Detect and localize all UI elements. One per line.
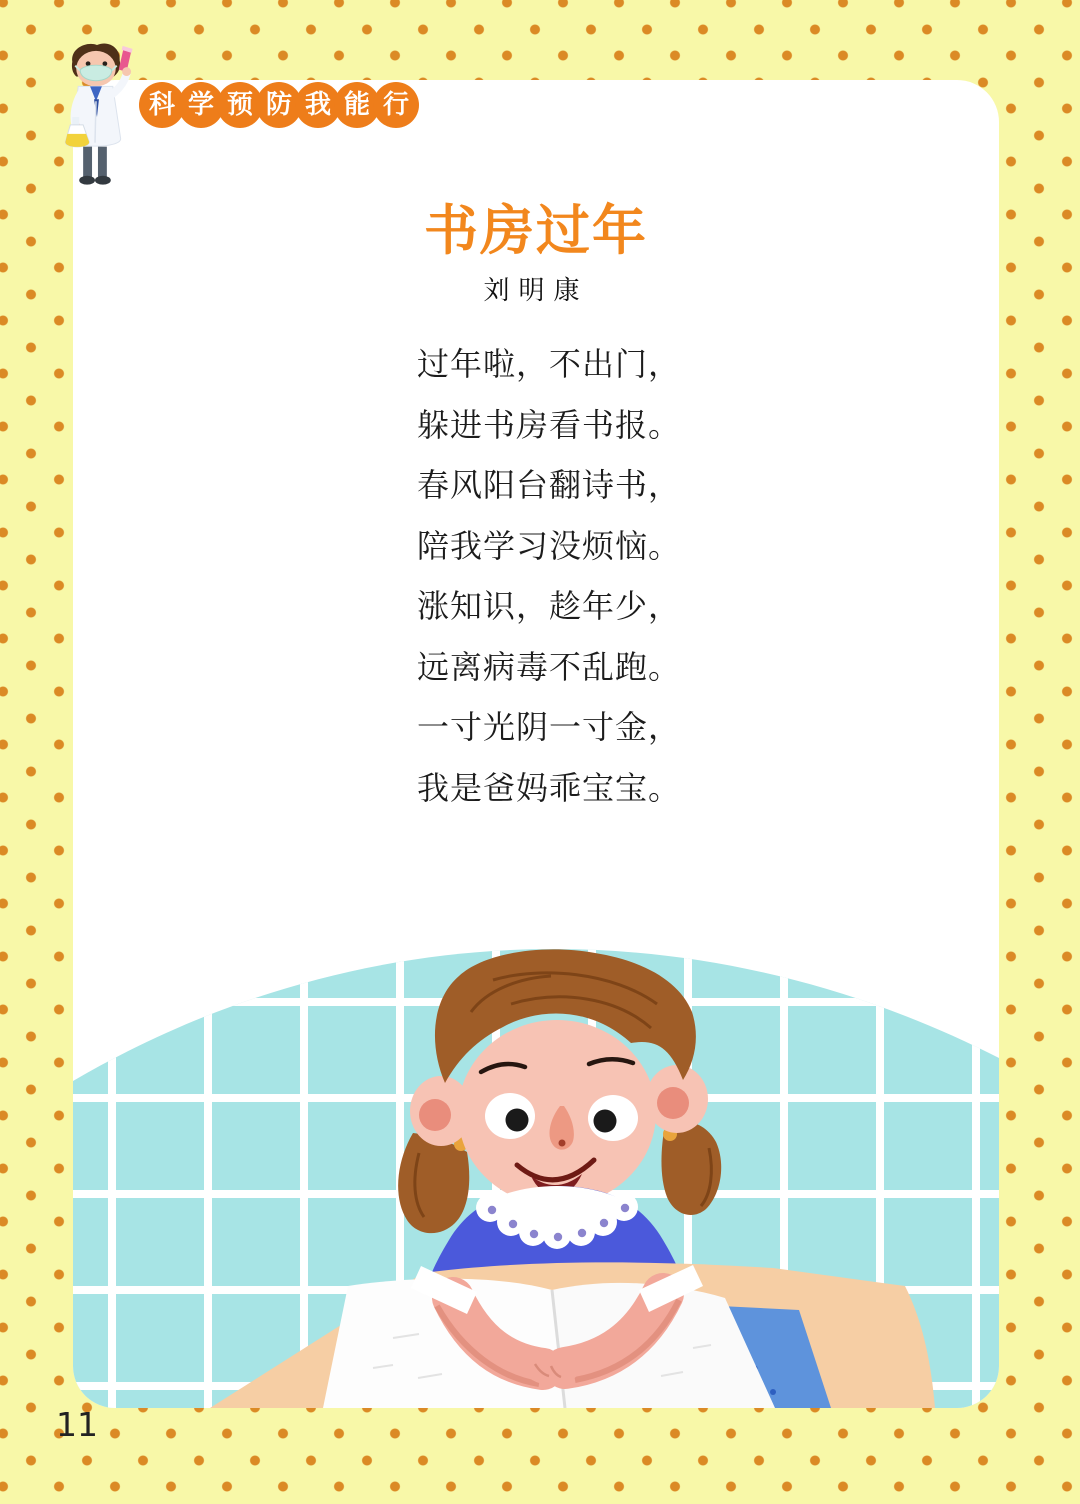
poem-body bbox=[417, 334, 681, 818]
badge-char: 行 bbox=[373, 82, 419, 128]
poem-line: 我是爸妈乖宝宝。 bbox=[417, 768, 682, 807]
doctor-legs bbox=[79, 147, 111, 185]
content-card bbox=[73, 80, 999, 1408]
badge-char: 预 bbox=[217, 82, 263, 128]
poem-line: 躲进书房看书报。 bbox=[417, 405, 682, 444]
poem-title: 书房过年 bbox=[424, 199, 648, 262]
badge-char: 能 bbox=[334, 82, 380, 128]
poem-line: 一寸光阴一寸金， bbox=[417, 708, 682, 746]
poem-line: 远离病毒不乱跑。 bbox=[417, 647, 682, 686]
header-badge bbox=[139, 82, 412, 128]
poem-line: 涨知识，趁年少， bbox=[417, 587, 682, 625]
poem-line: 过年啦，不出门， bbox=[417, 345, 682, 383]
page-number: 11 bbox=[56, 1405, 98, 1444]
badge-char: 防 bbox=[256, 82, 302, 128]
badge-char: 我 bbox=[295, 82, 341, 128]
illustration-girl-reading bbox=[73, 948, 999, 1408]
mascot-doctor-icon bbox=[45, 40, 145, 198]
badge-char: 科 bbox=[139, 82, 185, 128]
badge-char: 学 bbox=[178, 82, 224, 128]
poem-author: 刘明康 bbox=[483, 276, 589, 306]
poem-line: 陪我学习没烦恼。 bbox=[417, 526, 682, 565]
poem-line: 春风阳台翻诗书， bbox=[417, 466, 682, 504]
